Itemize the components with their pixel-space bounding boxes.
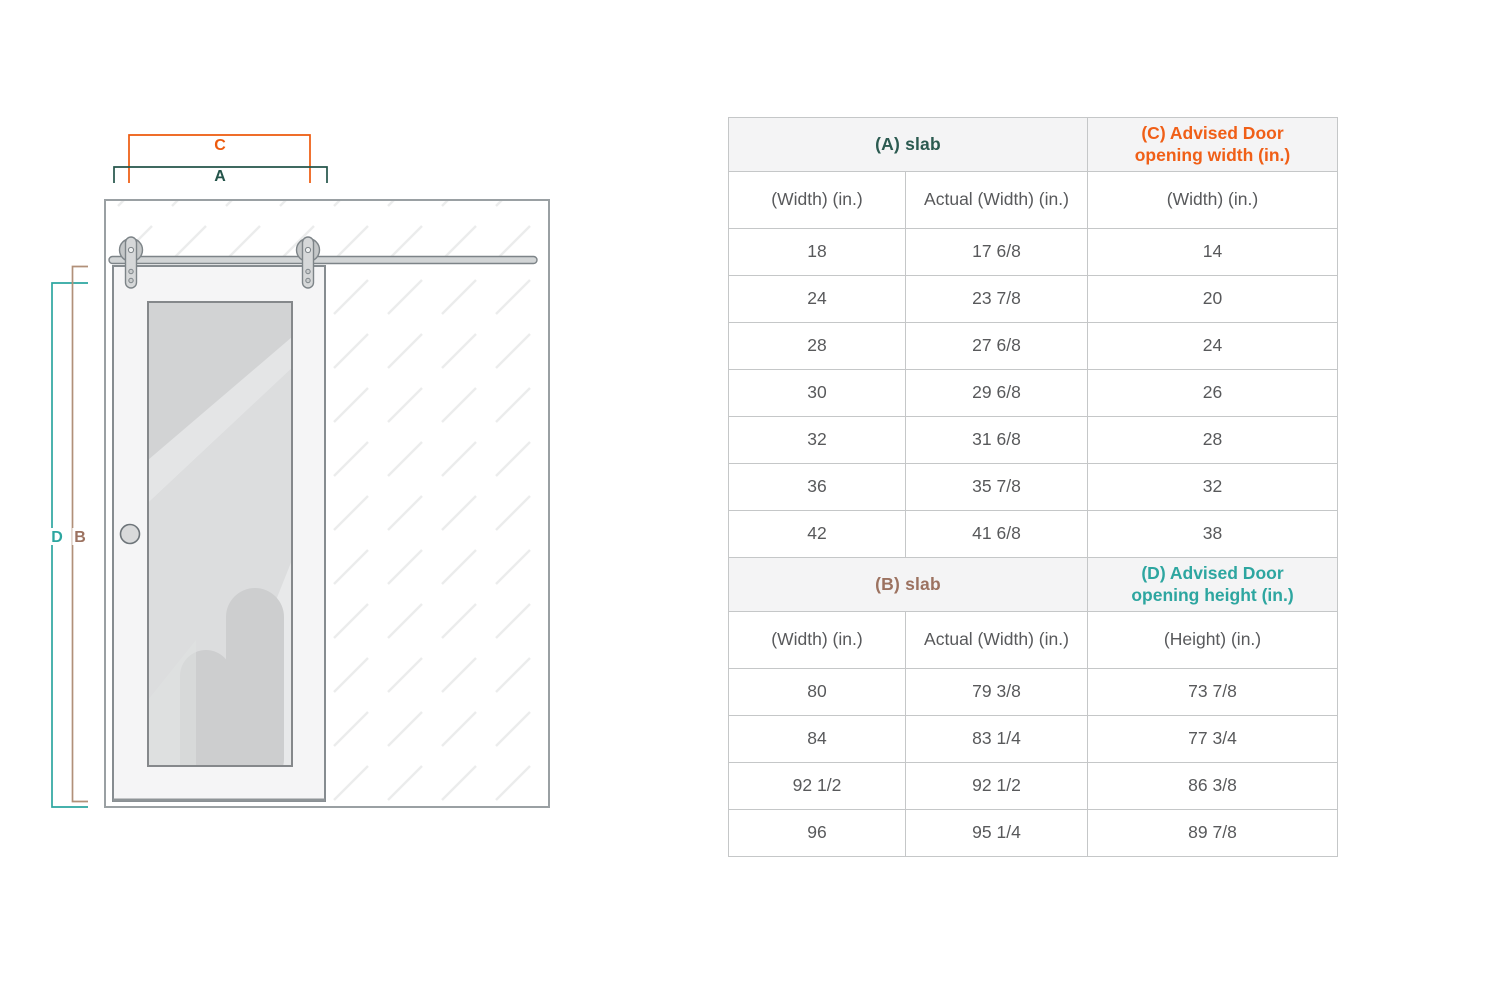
column-header: (Width) (in.)	[1088, 172, 1338, 229]
size-row	[729, 763, 1338, 810]
size-cell: 38	[1088, 511, 1338, 558]
size-cell: 31 6/8	[906, 417, 1088, 464]
size-cell: 95 1/4	[906, 810, 1088, 857]
size-row	[729, 716, 1338, 763]
size-cell: 27 6/8	[906, 323, 1088, 370]
size-row	[729, 511, 1338, 558]
size-row	[729, 323, 1338, 370]
size-row	[729, 229, 1338, 276]
section-d-title-line1: (D) Advised Door	[1141, 563, 1284, 584]
size-cell: 86 3/8	[1088, 763, 1338, 810]
size-cell: 29 6/8	[906, 370, 1088, 417]
size-cell: 17 6/8	[906, 229, 1088, 276]
size-cell: 89 7/8	[1088, 810, 1338, 857]
size-row	[729, 810, 1338, 857]
size-cell: 96	[729, 810, 906, 857]
section-c-title-line1: (C) Advised Door	[1141, 123, 1284, 144]
size-cell: 92 1/2	[729, 763, 906, 810]
section-a	[729, 118, 1338, 558]
size-cell: 73 7/8	[1088, 669, 1338, 716]
section-b-column-header-row	[729, 612, 1338, 669]
column-header: (Height) (in.)	[1088, 612, 1338, 669]
size-cell: 79 3/8	[906, 669, 1088, 716]
size-cell: 24	[1088, 323, 1338, 370]
size-row	[729, 464, 1338, 511]
section-a-column-header-row	[729, 172, 1338, 229]
dimension-b-label: B	[74, 529, 86, 546]
size-cell: 83 1/4	[906, 716, 1088, 763]
section-b-title: (B) slab	[729, 558, 1088, 612]
door-knob	[121, 525, 140, 544]
size-row	[729, 370, 1338, 417]
dimension-c-label: C	[214, 137, 226, 154]
section-a-title: (A) slab	[729, 118, 1088, 172]
column-header: (Width) (in.)	[729, 612, 906, 669]
size-row	[729, 669, 1338, 716]
section-a-header-row	[729, 118, 1338, 172]
size-cell: 32	[1088, 464, 1338, 511]
door-size-table	[728, 117, 1338, 857]
size-cell: 36	[729, 464, 906, 511]
glass-reflections	[148, 302, 292, 790]
size-cell: 28	[1088, 417, 1338, 464]
barn-door-rail	[109, 257, 537, 264]
section-d-title-line2: opening height (in.)	[1131, 584, 1294, 605]
size-cell: 35 7/8	[906, 464, 1088, 511]
section-c-title-line2: opening width (in.)	[1134, 144, 1291, 165]
size-cell: 30	[729, 370, 906, 417]
column-header: Actual (Width) (in.)	[906, 612, 1088, 669]
size-row	[729, 276, 1338, 323]
size-cell: 41 6/8	[906, 511, 1088, 558]
size-cell: 14	[1088, 229, 1338, 276]
section-b-header-row	[729, 558, 1338, 612]
glass-panel	[148, 302, 292, 790]
column-header: (Width) (in.)	[729, 172, 906, 229]
size-cell: 42	[729, 511, 906, 558]
size-cell: 24	[729, 276, 906, 323]
dimension-a-label: A	[214, 168, 226, 185]
size-cell: 18	[729, 229, 906, 276]
barn-door-diagram	[0, 0, 680, 1000]
section-d-title	[1088, 558, 1338, 612]
size-cell: 20	[1088, 276, 1338, 323]
size-cell: 28	[729, 323, 906, 370]
size-cell: 32	[729, 417, 906, 464]
size-cell: 23 7/8	[906, 276, 1088, 323]
size-cell: 92 1/2	[906, 763, 1088, 810]
size-row	[729, 417, 1338, 464]
size-cell: 80	[729, 669, 906, 716]
column-header: Actual (Width) (in.)	[906, 172, 1088, 229]
size-cell: 77 3/4	[1088, 716, 1338, 763]
dimension-d-label: D	[51, 529, 63, 546]
section-c-title	[1088, 118, 1338, 172]
section-b	[729, 558, 1338, 857]
size-cell: 84	[729, 716, 906, 763]
size-cell: 26	[1088, 370, 1338, 417]
